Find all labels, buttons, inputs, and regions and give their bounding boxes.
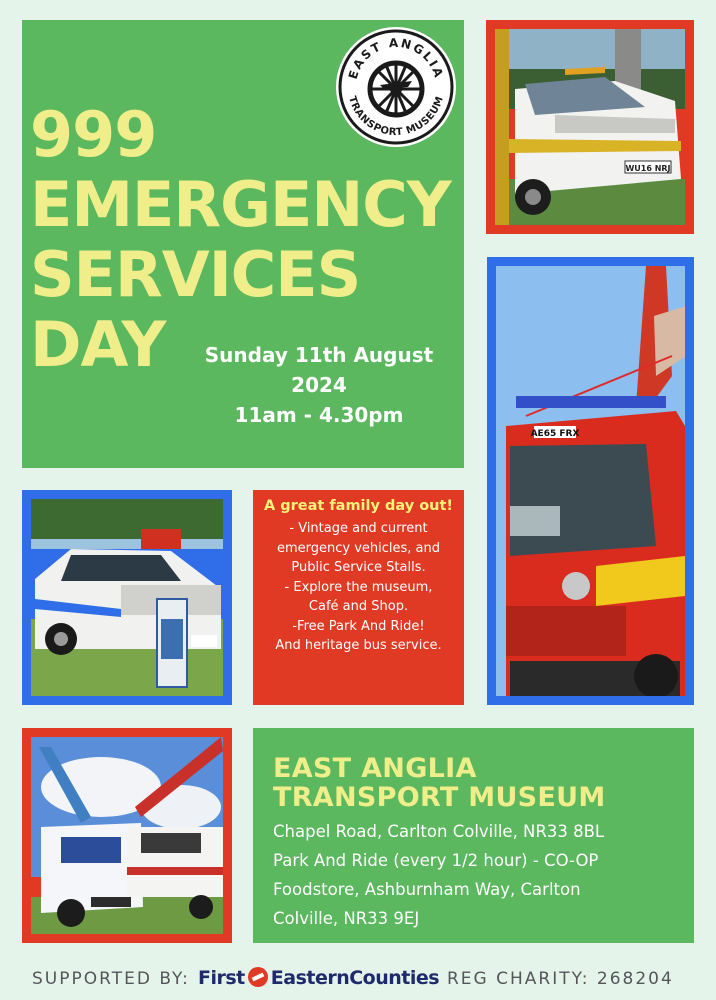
venue-address [273, 817, 676, 933]
event-date-line2: 2024 [291, 373, 347, 397]
title-line-1: 999 [30, 98, 157, 171]
sponsor-rest: EasternCounties [270, 967, 440, 989]
highlights-heading: A great family day out! [263, 498, 454, 514]
sponsor-logo [198, 967, 439, 989]
photo-police-car [22, 490, 232, 705]
sponsor-first: First [198, 967, 245, 989]
rescue-pickup-image [495, 29, 685, 225]
plate-text-1: WU16 NRJ [625, 164, 671, 173]
highlight-line: Café and Shop. [308, 599, 409, 614]
fire-truck-image [496, 266, 685, 696]
venue-name [273, 754, 676, 812]
highlight-line: Public Service Stalls. [291, 560, 426, 575]
venue-address-panel [253, 728, 694, 943]
highlights-list [253, 519, 464, 656]
address-line: Colville, NR33 9EJ [273, 909, 420, 928]
address-line: Foodstore, Ashburnham Way, Carlton [273, 880, 581, 899]
address-line: Chapel Road, Carlton Colville, NR33 8BL [273, 822, 605, 841]
recovery-trucks-image [31, 737, 223, 934]
title-line-2: EMERGENCY [30, 168, 451, 241]
event-date-line1: Sunday 11th August [204, 343, 434, 367]
event-highlights-box [253, 490, 464, 705]
event-time: 11am - 4.30pm [234, 403, 404, 427]
title-line-4: DAY [30, 308, 166, 381]
highlight-line: -Free Park And Ride! [292, 618, 425, 634]
first-swoosh-icon [248, 967, 268, 987]
photo-rescue-pickup [486, 20, 694, 234]
venue-name-line1: EAST ANGLIA [273, 753, 477, 784]
highlight-line: And heritage bus service. [275, 638, 442, 653]
title-line-3: SERVICES [30, 238, 361, 311]
photo-fire-truck [487, 257, 694, 705]
address-line: Park And Ride (every 1/2 hour) - CO-OP [273, 851, 599, 870]
police-car-image [31, 499, 223, 696]
photo-recovery-trucks [22, 728, 232, 943]
logo-text-top: EAST ANGLIA [345, 35, 447, 81]
wheel-logo-icon [370, 63, 422, 115]
venue-name-line2: TRANSPORT MUSEUM [273, 782, 606, 813]
charity-number: REG CHARITY: 268204 [447, 969, 674, 989]
plate-text-2: AE65 FRX [530, 429, 580, 439]
logo-text-bottom: TRANSPORT MUSEUM [346, 94, 446, 139]
museum-logo [334, 25, 458, 149]
event-date-block [188, 340, 450, 430]
highlight-line: emergency vehicles, and [276, 540, 441, 556]
supported-by-label: SUPPORTED BY: [32, 969, 190, 989]
highlight-line: - Explore the museum, [284, 579, 433, 595]
highlight-line: - Vintage and current [289, 521, 428, 536]
